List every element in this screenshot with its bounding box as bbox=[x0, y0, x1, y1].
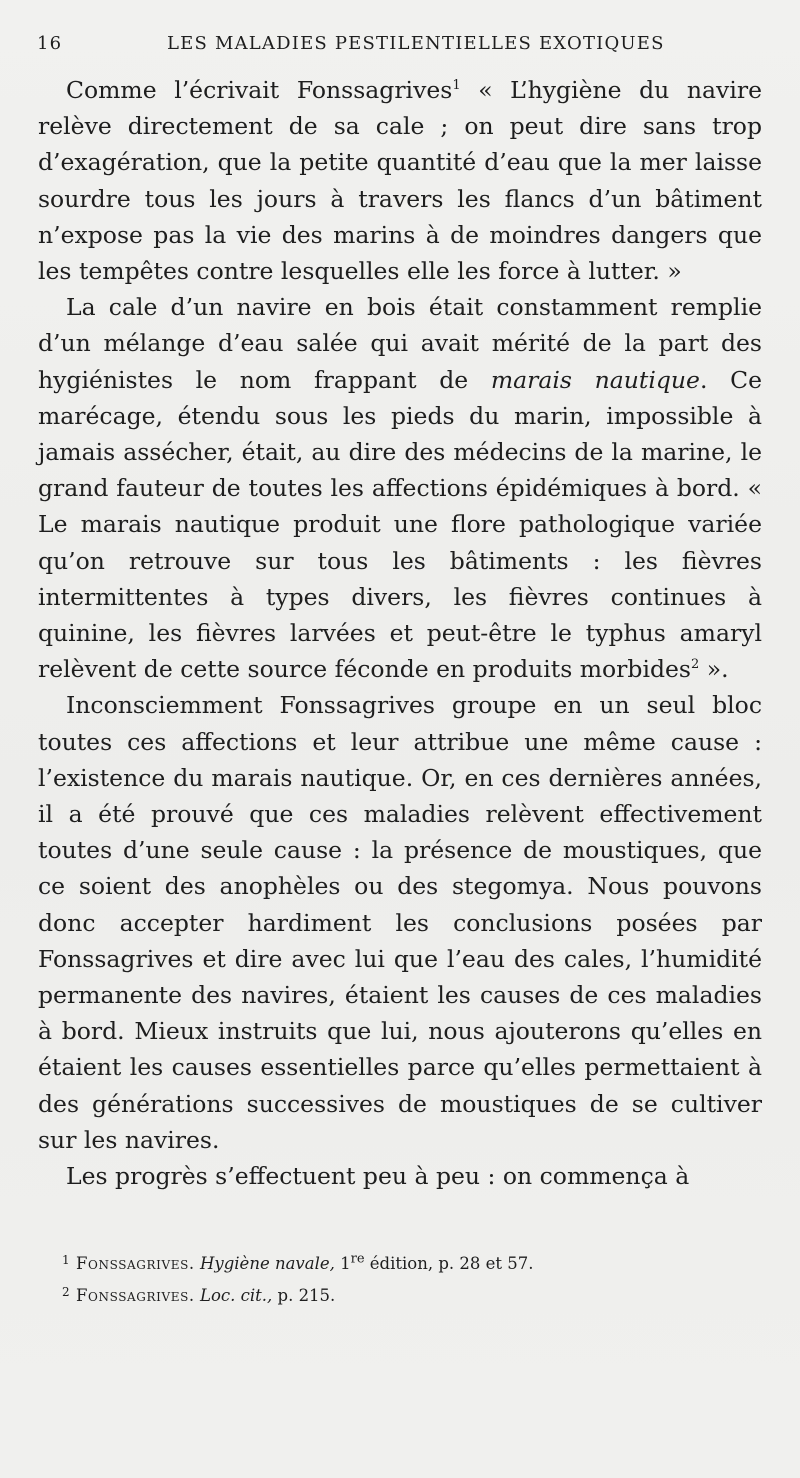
footnote-1-rest: édition, p. 28 et 57. bbox=[364, 1254, 534, 1273]
body-text bbox=[38, 72, 762, 1194]
footnote-2-rest: p. 215. bbox=[272, 1286, 336, 1305]
footnote-1-mark: 1 bbox=[62, 1253, 70, 1267]
paragraph-1 bbox=[38, 72, 762, 289]
footnote-1-author: Fonssagrives. bbox=[76, 1254, 195, 1273]
running-title: LES MALADIES PESTILENTIELLES EXOTIQUES bbox=[167, 33, 665, 54]
footnote-1 bbox=[62, 1246, 760, 1278]
paragraph-2-text-b: . Ce marécage, étendu sous les pieds du marin, impossible à jamais assécher, était, au dire des médecins de la marine, le grand fauteur de toutes les affections épidémiques à bord. « Le marais nautique produit une flore pathologique variée qu’on retrouve sur tous les bâtiments : les fièvres intermittentes à types divers, les fièvres continues à quinine, les fièvres larvées et peut-être le typhus amaryl relèvent de cette source féconde en produits morbides bbox=[38, 365, 762, 684]
footnote-1-title: Hygiène navale, bbox=[200, 1254, 335, 1273]
footnote-2-title: Loc. cit., bbox=[200, 1286, 273, 1305]
footnotes bbox=[62, 1246, 760, 1310]
paragraph-1-text-b: « L’hygiène du navire relève directement de sa cale ; on peut dire sans trop d’exagération, que la petite quantité d’eau que la mer laisse sourdre tous les jours à travers les flancs d’un bâtiment n’expose pas la vie des marins à de moindres dangers que les tempêtes contre lesquelles elle les force à lutter. » bbox=[38, 76, 762, 286]
footnote-ref-1: 1 bbox=[452, 78, 461, 94]
paragraph-1-text-a: Comme l’écrivait Fonssagrives bbox=[66, 76, 453, 104]
page-number: 16 bbox=[37, 33, 63, 54]
paragraph-3: Inconsciemment Fonssagrives groupe en un seul bloc toutes ces affections et leur attribue une même cause : l’existence du marais nautique. Or, en ces dernières années, il a été prouvé que ces maladies relèvent effectivement toutes d’une seule cause : la présence de moustiques, que ce soient des anophèles ou des stegomya. Nous pouvons donc accepter hardiment les conclusions posées par Fonssagrives et dire avec lui que l’eau des cales, l’humidité permanente des navires, étaient les causes de ces maladies à bord. Mieux instruits que lui, nous ajouterons qu’elles en étaient les causes essentielles parce qu’elles permettaient à des générations successives de moustiques de se cultiver sur les navires. bbox=[38, 691, 762, 1154]
paragraph-4: Les progrès s’effectuent peu à peu : on commença à bbox=[66, 1162, 690, 1191]
paragraph-2-text-a: La cale d’un navire en bois était constamment remplie d’un mélange d’eau salée qui avait mérité de la part des hygiénistes le nom frappant de bbox=[38, 293, 762, 394]
paragraph-2 bbox=[38, 289, 762, 687]
footnote-1-edition-number: 1 bbox=[340, 1254, 351, 1273]
page-header bbox=[37, 33, 760, 59]
footnote-1-edition-suffix: re bbox=[350, 1251, 365, 1267]
footnote-2-author: Fonssagrives. bbox=[76, 1286, 195, 1305]
footnote-2-mark: 2 bbox=[62, 1285, 70, 1299]
emphasis-marais-nautique: marais nautique bbox=[490, 365, 700, 394]
footnote-2 bbox=[62, 1278, 760, 1310]
paragraph-2-text-c: ». bbox=[699, 655, 729, 684]
footnote-ref-2: 2 bbox=[690, 657, 700, 673]
